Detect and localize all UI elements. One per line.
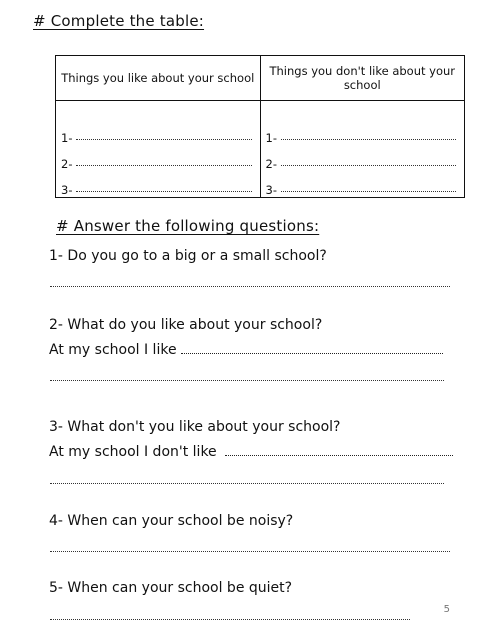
answer-line-2[interactable] [50, 380, 444, 381]
blank-line [281, 131, 456, 140]
answer-line-5[interactable] [50, 619, 410, 620]
questions-heading: # Answer the following questions: [56, 217, 320, 235]
dislikes-cell [260, 101, 465, 198]
question-4: 4- When can your school be noisy? [49, 513, 294, 529]
question-2: 2- What do you like about your school? [49, 317, 323, 333]
likes-line-3[interactable] [61, 171, 252, 197]
column-header-likes: Things you like about your school [56, 56, 261, 101]
prompt-text: At my school I don't like [49, 444, 217, 460]
likes-line-2[interactable] [61, 145, 252, 171]
answer-fill-2[interactable] [181, 353, 443, 354]
page-number: 5 [443, 604, 450, 615]
question-5: 5- When can your school be quiet? [49, 580, 293, 596]
question-1: 1- Do you go to a big or a small school? [49, 248, 327, 264]
dislikes-line-3[interactable] [266, 171, 457, 197]
table-header-row [56, 56, 465, 101]
dislikes-line-number: 1- [265, 131, 277, 145]
dislikes-line-1[interactable] [266, 119, 457, 145]
likes-cell [56, 101, 261, 198]
dislikes-line-number: 3- [265, 183, 277, 197]
dislikes-line-number: 2- [265, 157, 277, 171]
table-body-row [56, 101, 465, 198]
blank-line [76, 131, 251, 140]
blank-line [281, 183, 456, 192]
table-heading: # Complete the table: [33, 12, 205, 30]
likes-line-number: 3- [61, 183, 73, 197]
likes-line-number: 2- [61, 157, 73, 171]
answer-prompt-2 [49, 342, 443, 358]
answer-line-4[interactable] [50, 551, 450, 552]
dislikes-line-2[interactable] [266, 145, 457, 171]
blank-line [281, 157, 456, 166]
answer-fill-3[interactable] [225, 455, 453, 456]
question-3: 3- What don't you like about your school? [49, 419, 341, 435]
likes-line-number: 1- [61, 131, 73, 145]
blank-line [76, 183, 251, 192]
answer-prompt-3 [49, 444, 453, 460]
column-header-dislikes: Things you don't like about your school [260, 56, 465, 101]
likes-line-1[interactable] [61, 119, 252, 145]
answer-line-1[interactable] [50, 286, 450, 287]
blank-line [76, 157, 251, 166]
answer-line-3[interactable] [50, 483, 444, 484]
likes-dislikes-table [55, 55, 465, 198]
prompt-text: At my school I like [49, 342, 177, 358]
